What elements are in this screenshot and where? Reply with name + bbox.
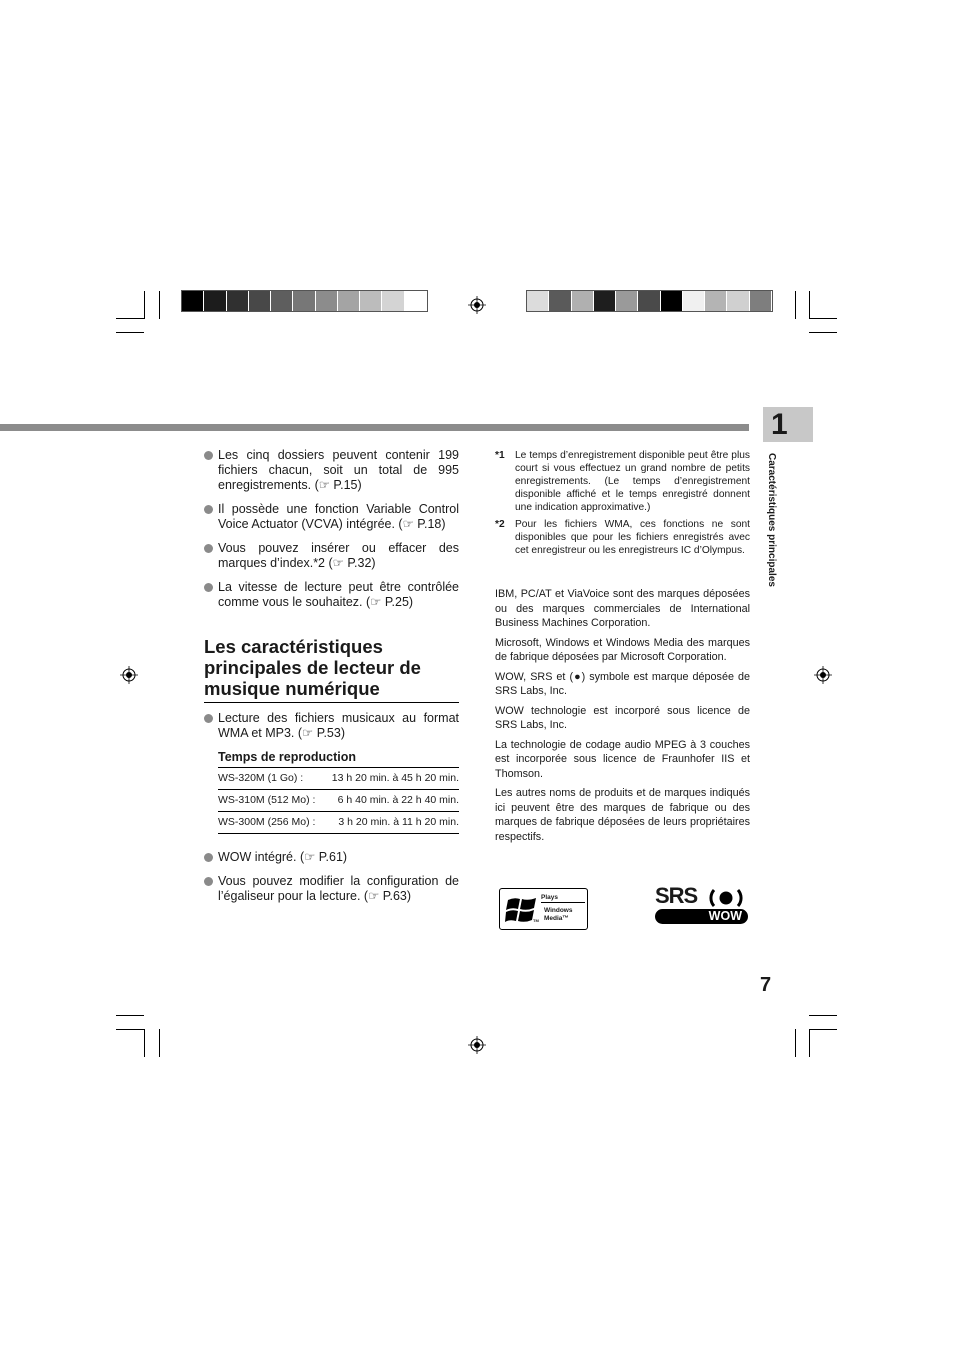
crop-mark (116, 318, 144, 319)
crop-mark (116, 332, 144, 333)
table-row (218, 812, 459, 834)
color-swatch (204, 291, 226, 311)
crop-mark (116, 1015, 144, 1016)
playback-time-table (218, 767, 459, 834)
crop-mark (159, 291, 160, 319)
plays-windows-media-logo (499, 888, 588, 930)
crop-mark (809, 291, 810, 319)
crop-mark (116, 1029, 144, 1030)
crop-mark (795, 291, 796, 319)
trademark-notice: Les autres noms de produits et de marques indiqués ici peuvent être des marques de fabrique ou des marques de fabrique déposées de leurs propriétaires respectifs. (495, 787, 750, 843)
chapter-side-label: Caractéristiques principales (766, 453, 777, 587)
crop-mark (144, 1029, 145, 1057)
logo-srs-text: SRS (655, 883, 698, 908)
color-swatch (405, 291, 427, 311)
color-swatch (293, 291, 315, 311)
footnote-mark: *1 (495, 450, 505, 461)
table-cell-time: 13 h 20 min. à 45 h 20 min. (323, 768, 459, 790)
list-item: WOW intégré. (☞ P.61) (204, 850, 459, 865)
trademark-notice: La technologie de codage audio MPEG à 3 couches est incorporée sous licence de Fraunhofer IIS et Thomson. (495, 738, 750, 780)
trademark-notice: IBM, PC/AT et ViaVoice sont des marques déposées ou des marques commerciales de International Business Machines Corporation. (495, 588, 750, 629)
crop-mark (809, 1015, 837, 1016)
registration-mark-icon (468, 296, 486, 314)
color-swatch (549, 291, 571, 311)
logo-tm: TM (533, 918, 539, 923)
table-cell-model: WS-300M (256 Mo) : (218, 812, 323, 834)
trademark-notice: WOW technologie est incorporé sous licence de SRS Labs, Inc. (495, 704, 750, 731)
color-swatch (705, 291, 727, 311)
srs-symbol-icon (705, 888, 747, 908)
color-swatch (182, 291, 204, 311)
color-swatch (271, 291, 293, 311)
table-title: Temps de reproduction (218, 750, 356, 764)
table-cell-time: 3 h 20 min. à 11 h 20 min. (323, 812, 459, 834)
list-item: Il possède une fonction Variable Control Voice Actuator (VCVA) intégrée. (☞ P.18) (204, 502, 459, 532)
list-item: Les cinq dossiers peuvent contenir 199 fichiers chacun, soit un total de 995 enregistrements. (☞ P.15) (204, 448, 459, 493)
footnote (495, 518, 750, 557)
logo-windows-text: Windows (544, 907, 573, 914)
logo-wow-text: WOW (655, 909, 748, 924)
page-number: 7 (760, 974, 772, 996)
crop-mark (809, 318, 837, 319)
color-swatch (594, 291, 616, 311)
trademark-notice: Microsoft, Windows et Windows Media des marques de fabrique déposées par Microsoft Corporation. (495, 636, 750, 663)
color-calibration-bar-right (526, 290, 773, 312)
table-cell-time: 6 h 40 min. à 22 h 40 min. (323, 790, 459, 812)
right-column (495, 449, 750, 849)
logo-media-text: Media™ (544, 915, 569, 922)
color-swatch (338, 291, 360, 311)
color-swatch (683, 291, 705, 311)
registration-mark-icon (468, 1036, 486, 1054)
section-title: Les caractéristiques principales de lecteur de musique numérique (204, 636, 459, 703)
color-swatch (572, 291, 594, 311)
crop-mark (159, 1029, 160, 1057)
color-swatch (616, 291, 638, 311)
footnote-mark: *2 (495, 519, 505, 530)
color-swatch (316, 291, 338, 311)
logo-plays-text: Plays (541, 893, 585, 903)
registration-mark-icon (120, 666, 138, 684)
color-swatch (227, 291, 249, 311)
color-swatch (638, 291, 660, 311)
registration-mark-icon (814, 666, 832, 684)
list-item: La vitesse de lecture peut être contrôlée comme vous le souhaitez. (☞ P.25) (204, 580, 459, 610)
color-swatch (727, 291, 749, 311)
footnote-text: Le temps d’enregistrement disponible peut être plus court si vous effectuez un grand nombre de petits enregistrements. (Le temps d’enregistrement disponible affiché et le temps enregistré donnent une indication approximative.) (515, 450, 750, 513)
table-row (218, 768, 459, 790)
header-rule (0, 424, 749, 431)
list-item: Lecture des fichiers musicaux au format WMA et MP3. (☞ P.53) (204, 711, 459, 741)
crop-mark (144, 291, 145, 319)
table-cell-model: WS-310M (512 Mo) : (218, 790, 323, 812)
color-swatch (382, 291, 404, 311)
color-swatch (527, 291, 549, 311)
color-calibration-bar-left (181, 290, 428, 312)
crop-mark (795, 1029, 796, 1057)
table-cell-model: WS-320M (1 Go) : (218, 768, 323, 790)
color-swatch (661, 291, 683, 311)
color-swatch (750, 291, 772, 311)
list-item: Vous pouvez modifier la configuration de l’égaliseur pour la lecture. (☞ P.63) (204, 874, 459, 904)
srs-wow-logo (655, 883, 748, 926)
crop-mark (809, 332, 837, 333)
chapter-number: 1 (771, 408, 788, 441)
list-item: Vous pouvez insérer ou effacer des marques d’index.*2 (☞ P.32) (204, 541, 459, 571)
crop-mark (809, 1029, 837, 1030)
left-column (204, 448, 459, 913)
color-swatch (360, 291, 382, 311)
footnote-text: Pour les fichiers WMA, ces fonctions ne sont disponibles que pour les fichiers enregistrés avec cet enregistreur ou les enregistreurs IC d’Olympus. (515, 519, 750, 556)
footnote (495, 449, 750, 514)
table-row (218, 790, 459, 812)
crop-mark (809, 1029, 810, 1057)
color-swatch (249, 291, 271, 311)
trademark-notice: WOW, SRS et (●) symbole est marque déposée de SRS Labs, Inc. (495, 670, 750, 697)
